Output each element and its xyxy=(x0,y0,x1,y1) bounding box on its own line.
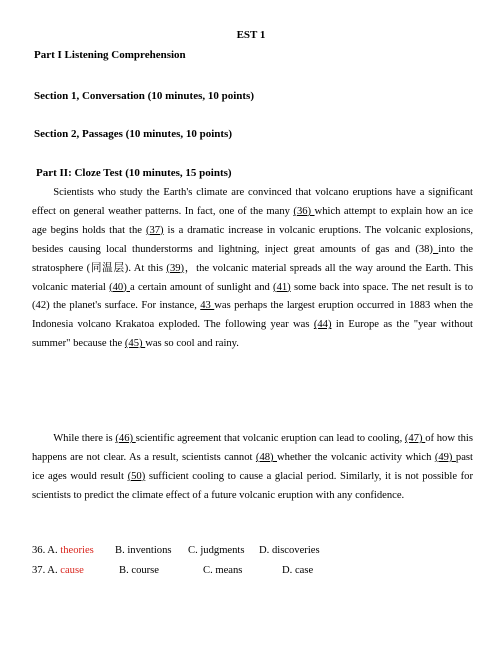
blank-marker: (41) xyxy=(273,281,291,293)
paragraph-text: ，the volcanic material spreads all the way around the Earth. This volcanic material xyxy=(32,262,473,293)
paragraph-text: which attempt to explain how an ice age begins holds that the xyxy=(32,205,473,236)
paragraph-text: some back into space. The net result is to (42) the planet's surface. For instance, xyxy=(32,281,473,312)
blank-marker: (45) xyxy=(124,338,146,350)
blank-marker: (46) xyxy=(115,433,136,444)
section-1-heading: Section 1, Conversation (10 minutes, 10 points) xyxy=(34,90,255,102)
paragraph-text: was so cool and rainy. xyxy=(145,338,239,350)
correct-answer: theories xyxy=(60,545,94,556)
paragraph-text: in Europe as the "year without summer" because the xyxy=(32,319,473,350)
blank-marker: (44) xyxy=(313,319,332,331)
blank-marker: (49) xyxy=(434,451,456,463)
part-2-heading: Part II: Cloze Test (10 minutes, 15 points) xyxy=(36,167,232,179)
paragraph-text: sufficient cooling to cause a glacial period. Similarly, it is not possible for scientists to predict the climate effect of a future volcanic eruption with any confidence. xyxy=(32,470,473,501)
paragraph-text: is a dramatic increase in volcanic eruptions. The volcanic explosions, besides causing local thunderstorms and lightning, inject great amounts of gas and (38) xyxy=(32,224,474,255)
paragraph-text: scientific agreement that volcanic eruption can lead to cooling, xyxy=(135,433,405,444)
blank-marker: (39) xyxy=(166,262,185,274)
cloze-paragraph-2 xyxy=(32,430,473,506)
option-d: D. discoveries xyxy=(259,545,320,556)
option-b: B. course xyxy=(119,565,160,576)
blank-marker: (37) xyxy=(145,224,164,236)
blank-marker: (47) xyxy=(404,433,426,444)
question-number: 37. A. cause xyxy=(32,565,84,576)
blank-marker: (40) xyxy=(109,281,130,293)
paragraph-text: a certain amount of sunlight and xyxy=(130,281,274,293)
paragraph-text: of how this happens are not clear. As a result, scientists cannot xyxy=(32,433,473,463)
paragraph-text: Scientists who study the Earth's climate are convinced that volcano eruptions have a significant effect on general weather patterns. In fact, one of the many xyxy=(32,187,473,217)
correct-answer: cause xyxy=(60,565,84,576)
section-2-heading: Section 2, Passages (10 minutes, 10 points) xyxy=(34,128,233,140)
option-c: C. judgments xyxy=(188,545,245,556)
option-d: D. case xyxy=(282,565,314,576)
option-c: C. means xyxy=(203,565,243,576)
paragraph-text: whether the volcanic activity which xyxy=(277,451,435,463)
blank-marker: (36) xyxy=(293,205,315,217)
part-1-heading: Part I Listening Comprehension xyxy=(34,49,186,61)
option-b: B. inventions xyxy=(115,545,172,556)
cloze-paragraph-1 xyxy=(32,184,473,354)
paragraph-text: was perhaps the largest eruption occurred in 1883 when the Indonesia volcano Krakatoa exploded. The following year was xyxy=(32,300,473,331)
paragraph-text: past ice ages would result xyxy=(32,451,473,482)
paragraph-text: While there is xyxy=(53,433,116,444)
test-title: EST 1 xyxy=(236,29,266,41)
question-number: 36. A. theories xyxy=(32,545,94,556)
blank-marker: (48) xyxy=(255,451,278,463)
paragraph-text: into the stratosphere (同温层). At this xyxy=(32,243,473,274)
blank-marker: (50) xyxy=(127,470,146,482)
blank-marker: 43 xyxy=(200,300,215,312)
